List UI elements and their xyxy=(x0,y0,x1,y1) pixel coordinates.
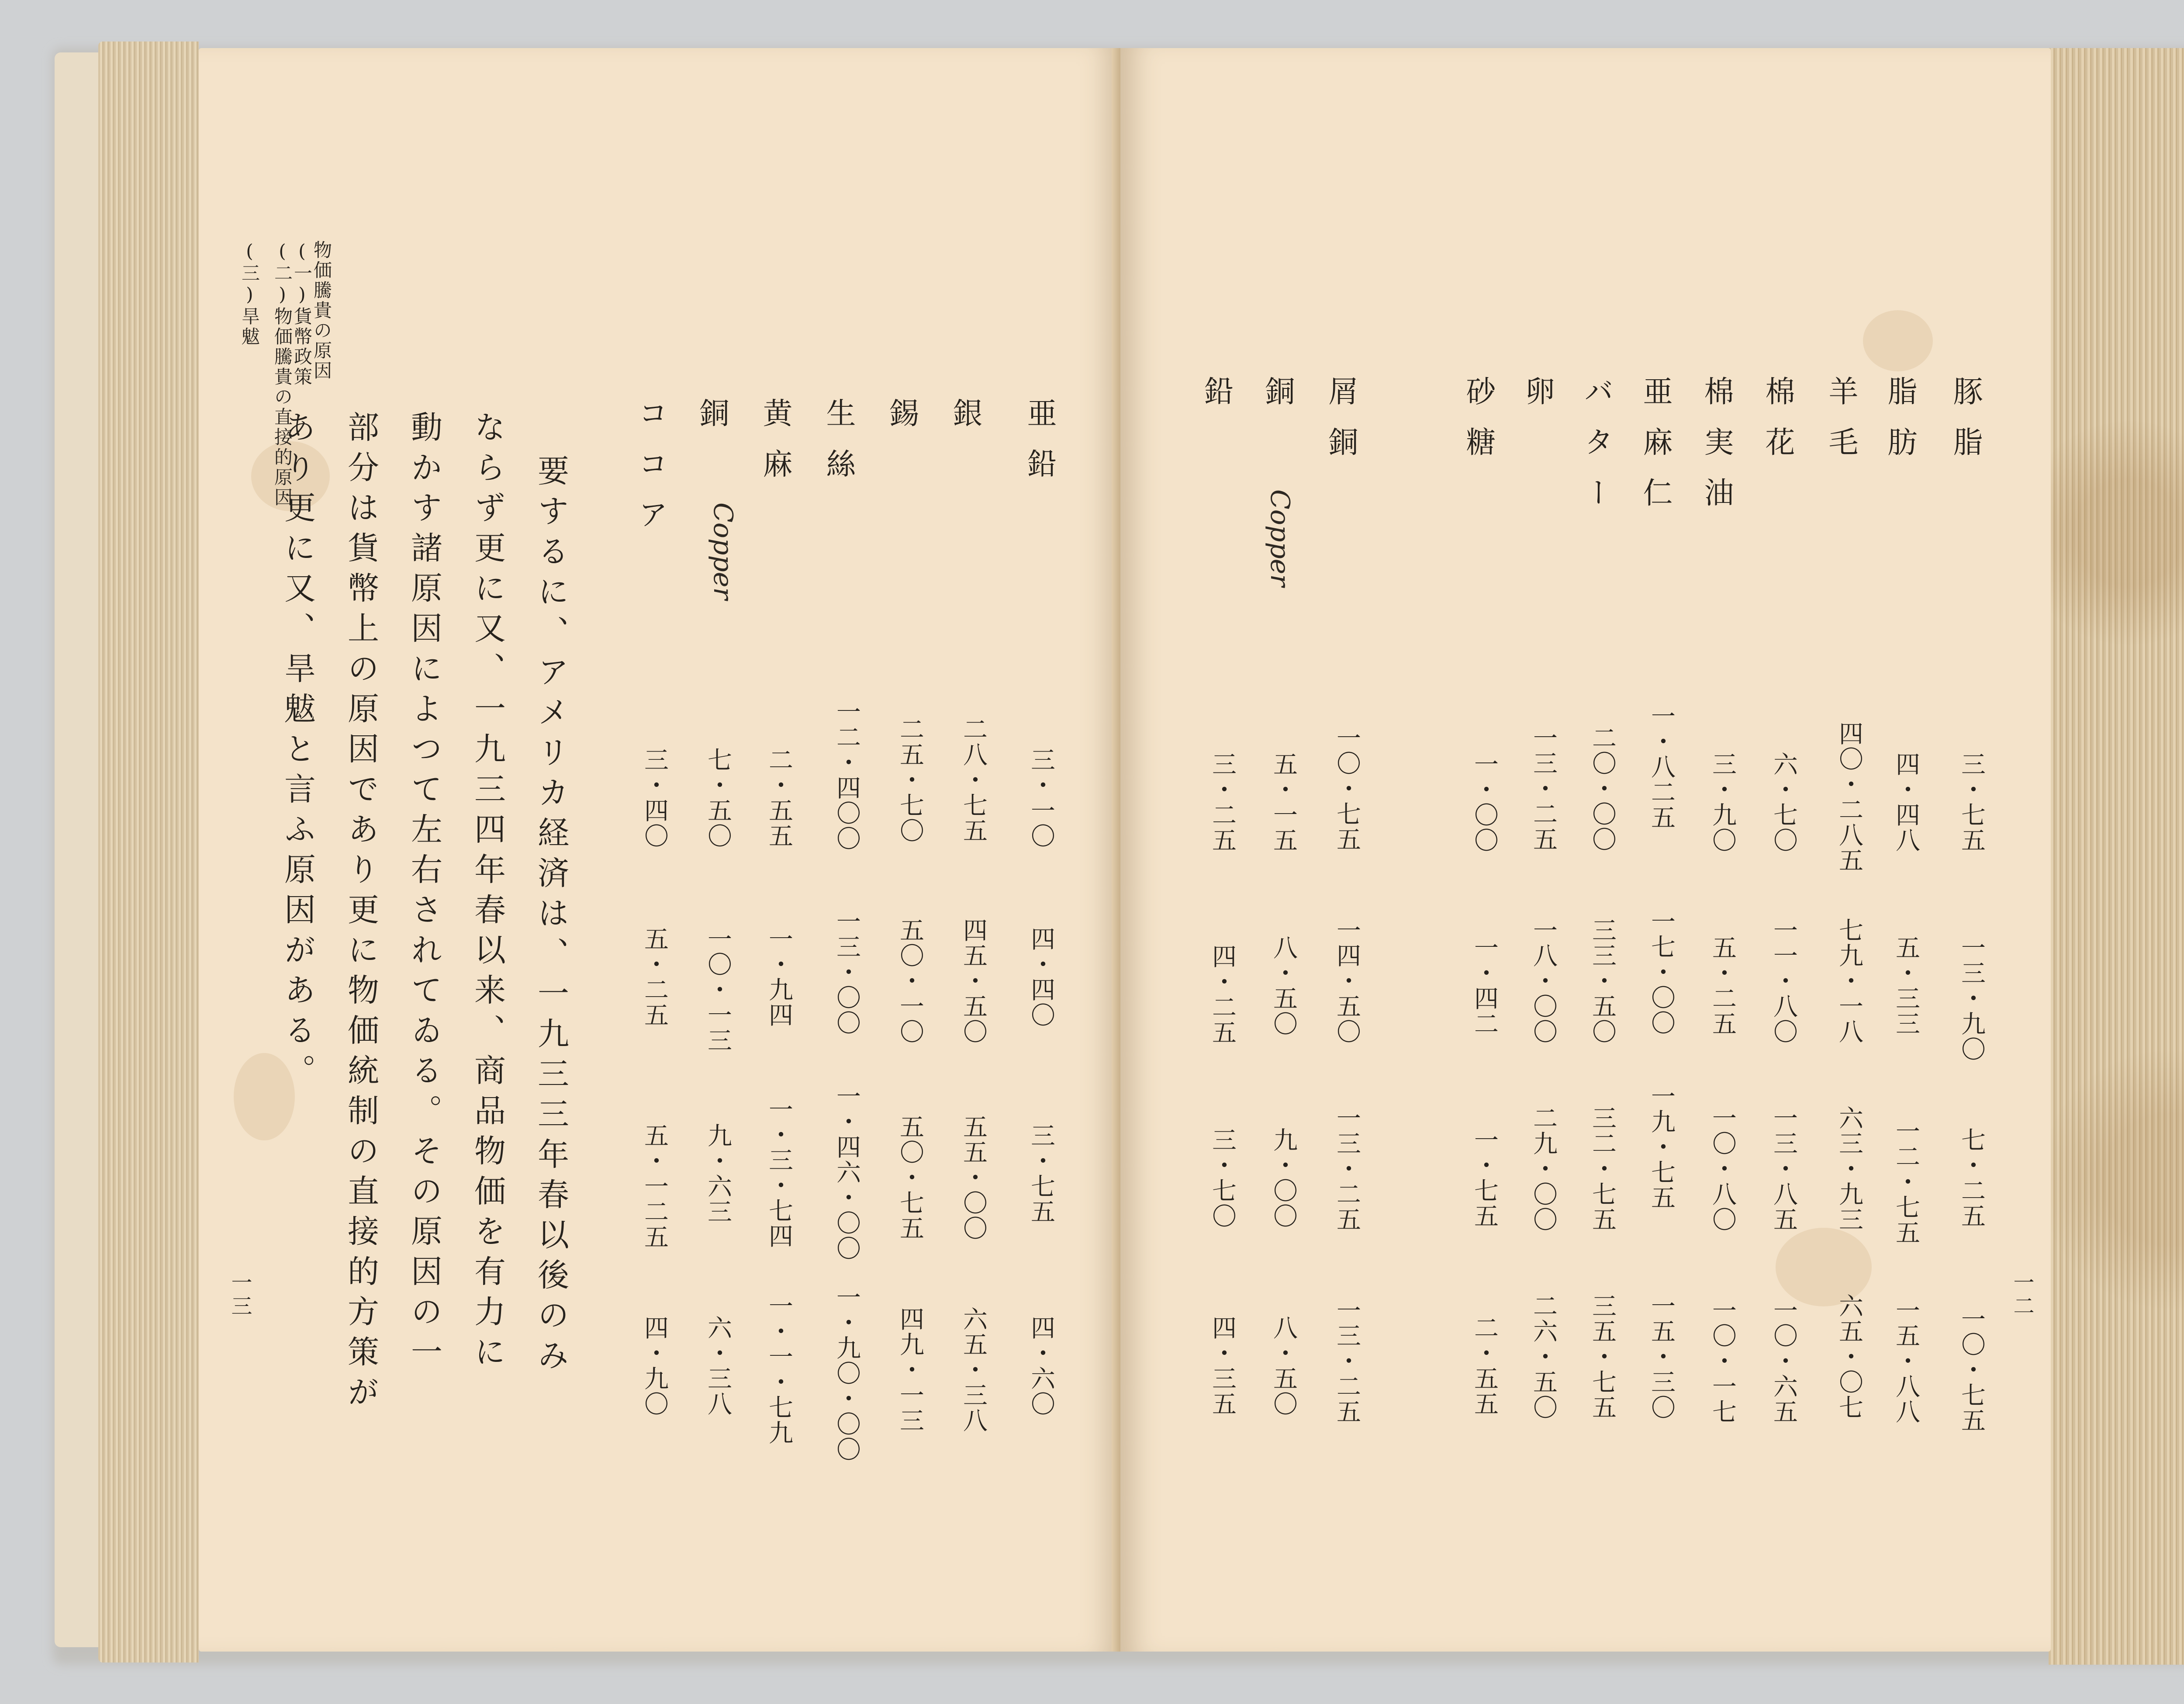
commodity-label: 豚脂 xyxy=(1948,376,1983,477)
value-cell: 三五・七五 xyxy=(1588,1293,1617,1420)
value-cell: 二八・七五 xyxy=(959,717,988,843)
prose-line: あり更に又、旱魃と言ふ原因がある。 xyxy=(279,411,316,1094)
value-cell: 一〇・一七 xyxy=(1708,1298,1737,1424)
value-cell: 六五・三八 xyxy=(959,1306,988,1433)
right-page-edges xyxy=(2049,48,2184,1665)
value-cell: 二六・五〇 xyxy=(1529,1293,1558,1420)
value-cell: 一三・〇〇 xyxy=(833,909,861,1036)
value-cell: 四五・五〇 xyxy=(959,918,988,1044)
value-cell: 一七・〇〇 xyxy=(1647,909,1676,1036)
value-cell: 一・一・七九 xyxy=(765,1293,793,1445)
value-cell: 三・一〇 xyxy=(1027,747,1055,849)
value-cell: 一二・四〇〇 xyxy=(833,699,861,851)
value-cell: 一三・九〇 xyxy=(1957,935,1986,1062)
value-cell: 四・九〇 xyxy=(640,1315,669,1417)
value-cell: 四・四〇 xyxy=(1027,926,1055,1028)
value-cell: 一一・八〇 xyxy=(1769,918,1798,1044)
left-page xyxy=(199,48,1120,1652)
value-cell: 一・九四 xyxy=(765,926,793,1028)
prose-line: 要するに、アメリカ経済は、一九三三年春以後のみ xyxy=(532,454,569,1379)
value-cell: 一三・八五 xyxy=(1769,1105,1798,1232)
prose-line: ならず更に又、一九三四年春以来、商品物価を有力に xyxy=(469,411,506,1375)
value-cell: 三・四〇 xyxy=(640,747,669,849)
margin-note: (三)旱魃 xyxy=(239,240,260,347)
commodity-label: バター xyxy=(1579,376,1614,528)
commodity-label: 銀 xyxy=(948,398,982,448)
value-cell: 四・六〇 xyxy=(1027,1315,1055,1417)
margin-note: (一)貨幣政策 xyxy=(291,240,313,387)
right-page xyxy=(1120,48,2051,1652)
value-cell: 六・三八 xyxy=(704,1315,732,1417)
value-cell: 五・一二五 xyxy=(640,1123,669,1250)
prose-line: 動かす諸原因によつて左右されてゐる。その原因の一 xyxy=(406,411,442,1375)
value-cell: 二九・〇〇 xyxy=(1529,1105,1558,1232)
value-cell: 三二・七五 xyxy=(1588,1105,1617,1232)
stain xyxy=(1863,310,1933,371)
value-cell: 一〇・七五 xyxy=(1957,1306,1986,1433)
value-cell: 九・〇〇 xyxy=(1269,1127,1298,1229)
commodity-label: 羊毛 xyxy=(1824,376,1858,477)
value-cell: 一三・二五 xyxy=(1529,725,1558,852)
value-cell: 三三・五〇 xyxy=(1588,918,1617,1044)
value-cell: 一四・五〇 xyxy=(1333,918,1361,1044)
commodity-label: 亜鉛 xyxy=(1022,398,1057,499)
value-cell: 一・三・七四 xyxy=(765,1097,793,1249)
prose-line: 部分は貨幣上の原因であり更に物価統制の直接的方策が xyxy=(342,411,379,1416)
value-cell: 四・三五 xyxy=(1208,1315,1237,1417)
value-cell: 五五・〇〇 xyxy=(959,1114,988,1241)
value-cell: 四・二五 xyxy=(1208,944,1237,1045)
value-cell: 一〇・八〇 xyxy=(1708,1105,1737,1232)
value-cell: 五〇・七五 xyxy=(896,1114,924,1241)
value-cell: 一・四二 xyxy=(1470,935,1499,1036)
commodity-label: 砂糖 xyxy=(1461,376,1496,477)
value-cell: 一九・七五 xyxy=(1647,1084,1676,1210)
value-cell: 三・七〇 xyxy=(1208,1127,1237,1229)
commodity-label: 棉実油 xyxy=(1699,376,1734,528)
value-cell: 三・九〇 xyxy=(1708,752,1737,853)
value-cell: 五・三三 xyxy=(1892,935,1920,1036)
value-cell: 九・六三 xyxy=(704,1123,732,1224)
value-cell: 一五・八八 xyxy=(1892,1298,1920,1424)
value-cell: 一・四六・〇〇 xyxy=(833,1084,861,1261)
value-cell: 一・八二五 xyxy=(1647,703,1676,830)
value-cell: 三・七五 xyxy=(1027,1123,1055,1224)
value-cell: 四〇・二八五 xyxy=(1835,721,1863,873)
value-cell: 五・二五 xyxy=(1708,935,1737,1036)
value-cell: 二五・七〇 xyxy=(896,717,924,843)
commodity-label: 銅 xyxy=(695,398,729,448)
value-cell: 五・二五 xyxy=(640,926,669,1028)
value-cell: 二・五五 xyxy=(765,747,793,849)
value-cell: 一三・二五 xyxy=(1333,1298,1361,1424)
value-cell: 六・七〇 xyxy=(1769,752,1798,853)
page-number: 一二 xyxy=(2010,1271,2034,1319)
commodity-label: 屑銅 xyxy=(1324,376,1358,477)
value-cell: 七・五〇 xyxy=(704,747,732,849)
commodity-label: 脂肪 xyxy=(1883,376,1917,477)
value-cell: 四・四八 xyxy=(1892,752,1920,853)
commodity-label: ココア xyxy=(633,398,668,550)
value-cell: 七九・一八 xyxy=(1835,918,1863,1044)
value-cell: 七・二五 xyxy=(1957,1127,1986,1229)
copper-handwritten-note: Copper xyxy=(1265,489,1295,587)
value-cell: 三・七五 xyxy=(1957,752,1986,853)
value-cell: 五・一五 xyxy=(1269,752,1298,853)
commodity-label: 錫 xyxy=(885,398,919,448)
value-cell: 五〇・一〇 xyxy=(896,918,924,1044)
value-cell: 一〇・一三 xyxy=(704,926,732,1053)
value-cell: 三・二五 xyxy=(1208,752,1237,853)
commodity-label: 黄麻 xyxy=(758,398,792,499)
commodity-label: 棉花 xyxy=(1760,376,1795,477)
value-cell: 八・五〇 xyxy=(1269,1315,1298,1417)
left-page-edges xyxy=(98,42,199,1662)
value-cell: 二・五五 xyxy=(1470,1315,1499,1417)
value-cell: 二〇・〇〇 xyxy=(1588,725,1617,852)
commodity-label: 亜麻仁 xyxy=(1638,376,1673,528)
commodity-label: 卵 xyxy=(1520,376,1555,426)
value-cell: 一八・〇〇 xyxy=(1529,918,1558,1044)
commodity-label: 生絲 xyxy=(821,398,856,499)
value-cell: 六三・九三 xyxy=(1835,1105,1863,1232)
value-cell: 六五・〇七 xyxy=(1835,1293,1863,1420)
value-cell: 一三・二五 xyxy=(1333,1105,1361,1232)
value-cell: 一〇・六五 xyxy=(1769,1298,1798,1424)
value-cell: 八・五〇 xyxy=(1269,935,1298,1036)
margin-note: (二)物価騰貴の直接的原因 xyxy=(272,240,293,508)
margin-note: 物価騰貴の原因 xyxy=(311,240,332,381)
value-cell: 一・七五 xyxy=(1470,1127,1499,1229)
value-cell: 一五・三〇 xyxy=(1647,1293,1676,1420)
value-cell: 一・〇〇 xyxy=(1470,752,1499,853)
copper-handwritten-note: Copper xyxy=(708,502,738,600)
value-cell: 一〇・七五 xyxy=(1333,725,1361,852)
commodity-label: 鉛 xyxy=(1199,376,1234,426)
value-cell: 一・九〇・〇〇 xyxy=(833,1285,861,1462)
value-cell: 四九・一三 xyxy=(896,1306,924,1433)
commodity-label: 銅 xyxy=(1260,376,1295,426)
page-number: 一三 xyxy=(228,1271,252,1319)
value-cell: 一二・七五 xyxy=(1892,1119,1920,1245)
